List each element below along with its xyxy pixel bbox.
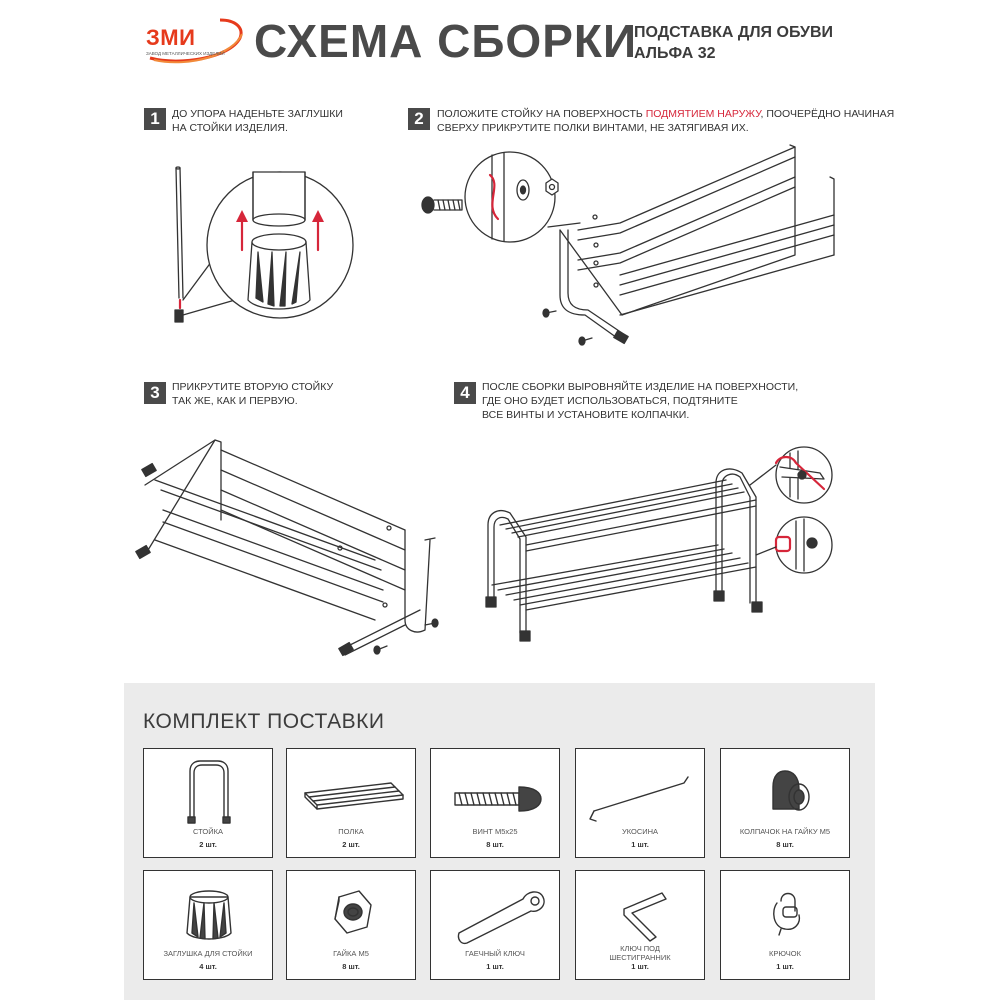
- step-2-highlight: ПОДМЯТИЕМ НАРУЖУ: [645, 108, 761, 120]
- logo-subtext: ЗАВОД МЕТАЛЛИЧЕСКИХ ИЗДЕЛИЙ: [146, 51, 225, 56]
- kit-item-name-line-2: ШЕСТИГРАННИК: [609, 953, 671, 962]
- kit-item-name: КРЮЧОК: [769, 949, 801, 958]
- step-1-text: [172, 107, 343, 135]
- kit-item-name: СТОЙКА: [192, 827, 223, 836]
- kit-item-name: УКОСИНА: [621, 827, 659, 836]
- step-2-line-2: СВЕРХУ ПРИКРУТИТЕ ПОЛКИ ВИНТАМИ, НЕ ЗАТЯГИВАЯ ИХ.: [437, 122, 749, 134]
- product-subtitle: [634, 22, 833, 64]
- step-4-illustration: [480, 445, 860, 645]
- step-1-badge: 1: [144, 108, 166, 130]
- step-4-badge: 4: [454, 382, 476, 404]
- kit-item-qty: 8 шт.: [776, 840, 794, 849]
- subtitle-line-1: ПОДСТАВКА ДЛЯ ОБУВИ: [634, 24, 834, 41]
- kit-item-name: ЗАГЛУШКА ДЛЯ СТОЙКИ: [163, 949, 253, 958]
- kit-item-qty: 4 шт.: [199, 962, 217, 971]
- kit-item-qty: 1 шт.: [631, 840, 649, 849]
- kit-item-qty: 1 шт.: [776, 962, 794, 971]
- kit-item-name: ПОЛКА: [338, 827, 364, 836]
- step-3-illustration: [135, 430, 455, 660]
- page-title: СХЕМА СБОРКИ: [254, 15, 638, 67]
- logo-text: ЗМИ: [146, 25, 196, 50]
- kit-item-qty: 1 шт.: [486, 962, 504, 971]
- brace-icon: [576, 749, 706, 827]
- step-4-line-2: ГДЕ ОНО БУДЕТ ИСПОЛЬЗОВАТЬСЯ, ПОДТЯНИТЕ: [482, 395, 738, 407]
- hex-key-icon: [576, 871, 706, 949]
- brand-logo: [140, 18, 245, 64]
- step-4-line-3: ВСЕ ВИНТЫ И УСТАНОВИТЕ КОЛПАЧКИ.: [482, 409, 690, 421]
- shelf-icon: [287, 749, 417, 827]
- step-2-illustration: [410, 135, 850, 365]
- kit-item-hook: [720, 870, 850, 980]
- kit-item-upright: [143, 748, 273, 858]
- step-2-line-1-b: , ПООЧЕРЁДНО НАЧИНАЯ: [760, 108, 895, 120]
- kit-item-qty: 8 шт.: [342, 962, 360, 971]
- kit-item-wrench: [430, 870, 560, 980]
- kit-item-name: ВИНТ М5х25: [472, 827, 518, 836]
- step-4-text: [482, 380, 798, 422]
- step-3-text: [172, 380, 333, 408]
- kit-item-brace: [575, 748, 705, 858]
- hook-icon: [721, 871, 851, 949]
- kit-item-name: ГАЙКА М5: [333, 949, 369, 958]
- step-3-badge: 3: [144, 382, 166, 404]
- kit-item-name: [576, 944, 704, 962]
- wrench-icon: [431, 871, 561, 949]
- step-1-line-1: ДО УПОРА НАДЕНЬТЕ ЗАГЛУШКИ: [172, 108, 343, 120]
- step-4-line-1: ПОСЛЕ СБОРКИ ВЫРОВНЯЙТЕ ИЗДЕЛИЕ НА ПОВЕРХНОСТИ,: [482, 381, 799, 393]
- step-1-illustration: [150, 150, 370, 330]
- kit-item-qty: 2 шт.: [342, 840, 360, 849]
- kit-item-qty: 8 шт.: [486, 840, 504, 849]
- step-3-line-2: ТАК ЖЕ, КАК И ПЕРВУЮ.: [172, 395, 298, 407]
- step-2-line-1-a: ПОЛОЖИТЕ СТОЙКУ НА ПОВЕРХНОСТЬ: [437, 108, 646, 120]
- rack-upright-icon: [144, 749, 274, 827]
- kit-item-name: КОЛПАЧОК НА ГАЙКУ М5: [739, 827, 831, 836]
- step-2-badge: 2: [408, 108, 430, 130]
- foot-plug-icon: [144, 871, 274, 949]
- kit-item-qty: 2 шт.: [199, 840, 217, 849]
- kit-item-screw: [430, 748, 560, 858]
- kit-title: КОМПЛЕКТ ПОСТАВКИ: [143, 710, 385, 733]
- kit-item-name-line-1: КЛЮЧ ПОД: [620, 944, 660, 953]
- step-3-line-1: ПРИКРУТИТЕ ВТОРУЮ СТОЙКУ: [172, 381, 334, 393]
- subtitle-line-2: АЛЬФА 32: [634, 45, 716, 62]
- kit-item-foot-plug: [143, 870, 273, 980]
- step-1-line-2: НА СТОЙКИ ИЗДЕЛИЯ.: [172, 122, 288, 134]
- kit-item-name: ГАЕЧНЫЙ КЛЮЧ: [465, 949, 525, 958]
- nut-cap-icon: [721, 749, 851, 827]
- kit-item-shelf: [286, 748, 416, 858]
- step-2-line-1: [437, 107, 894, 121]
- screw-icon: [431, 749, 561, 827]
- kit-item-nut-cap: [720, 748, 850, 858]
- kit-item-qty: 1 шт.: [631, 962, 649, 971]
- kit-item-nut: [286, 870, 416, 980]
- kit-item-hex-key: [575, 870, 705, 980]
- step-2-text: [437, 107, 894, 135]
- nut-icon: [287, 871, 417, 949]
